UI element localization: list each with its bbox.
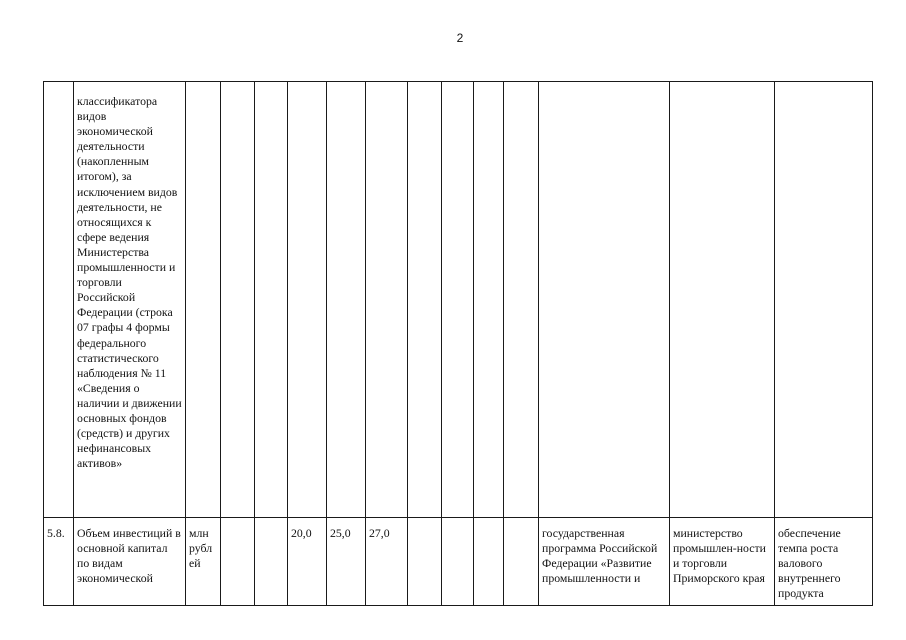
value-cell	[221, 518, 255, 606]
value-cell	[408, 82, 442, 518]
indicator-name-cell: Объем инвестиций в основной капитал по видам экономической	[74, 518, 186, 606]
indicator-name-cell: классификатора видов экономической деятельности (накопленным итогом), за исключением видов деятельности, не относящихся к сфере ведения Министерства промышленности и торговли Российской Федерации (строка 07 графы 4 формы федерального статистического наблюдения № 11 «Сведения о наличии и движении основных фондов (средств) и других нефинансовых активов»	[74, 82, 186, 518]
value-cell	[474, 82, 504, 518]
value-cell	[442, 82, 474, 518]
executor-cell	[670, 82, 775, 518]
value-cell	[504, 518, 539, 606]
value-cell	[408, 518, 442, 606]
value-cell	[327, 82, 366, 518]
row-number-cell: 5.8.	[44, 518, 74, 606]
value-cell	[255, 518, 288, 606]
table-row	[44, 518, 873, 606]
row-number-cell	[44, 82, 74, 518]
value-cell	[255, 82, 288, 518]
value-cell	[474, 518, 504, 606]
goal-cell: обеспечение темпа роста валового внутреннего продукта	[775, 518, 873, 606]
page-number: 2	[456, 31, 464, 45]
executor-cell: министерство промышлен-ности и торговли Приморского края	[670, 518, 775, 606]
value-cell	[288, 82, 327, 518]
value-cell	[221, 82, 255, 518]
value-cell: 27,0	[366, 518, 408, 606]
indicators-table	[43, 81, 873, 606]
value-cell	[504, 82, 539, 518]
program-cell: государственная программа Российской Федерации «Развитие промышленности и	[539, 518, 670, 606]
value-cell	[366, 82, 408, 518]
program-cell	[539, 82, 670, 518]
goal-cell	[775, 82, 873, 518]
unit-cell: млн рубл ей	[186, 518, 221, 606]
value-cell	[442, 518, 474, 606]
unit-cell	[186, 82, 221, 518]
table-row	[44, 82, 873, 518]
value-cell: 20,0	[288, 518, 327, 606]
value-cell: 25,0	[327, 518, 366, 606]
